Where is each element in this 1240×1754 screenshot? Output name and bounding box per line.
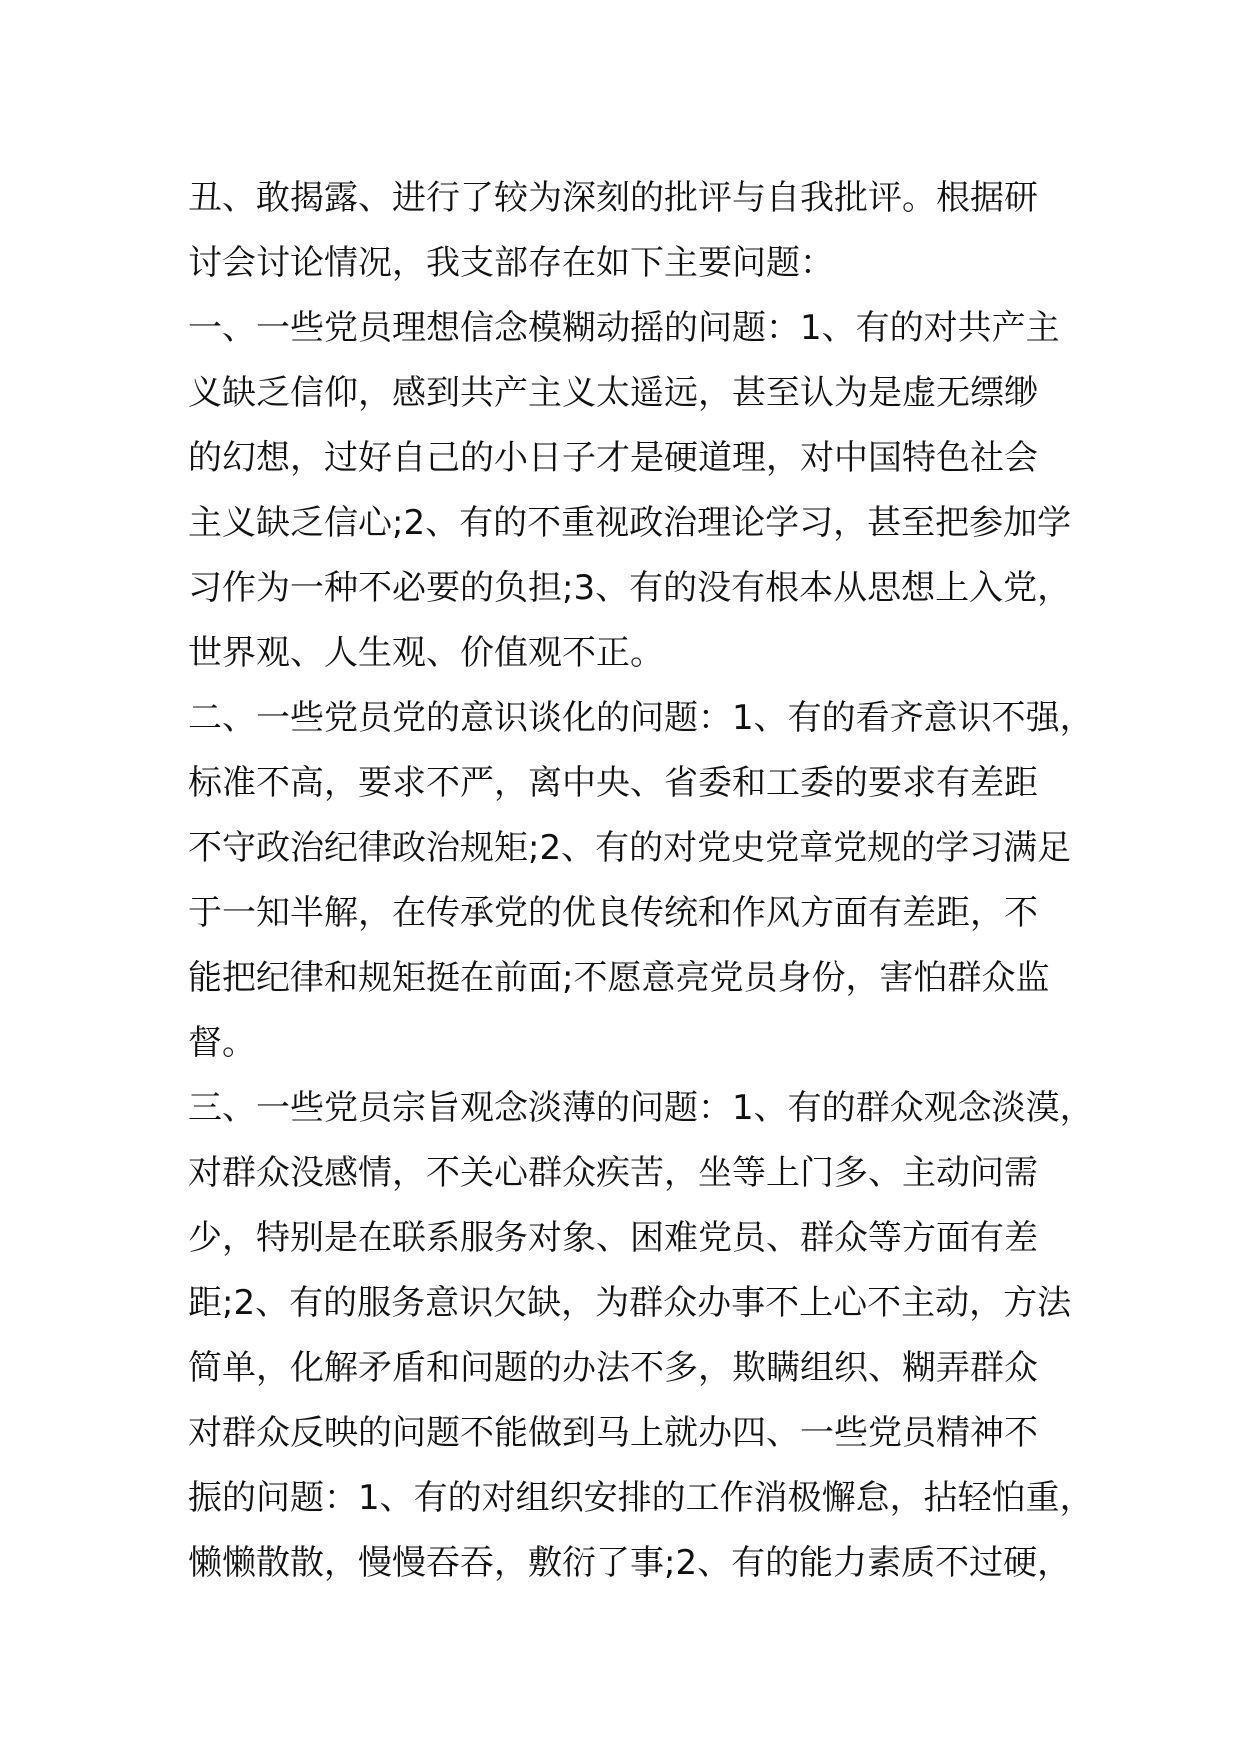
text-line: 世界观、人生观、价值观不正。 [188, 633, 664, 673]
text-line: 振的问题：1、有的对组织安排的工作消极懈怠，拈轻怕重， [188, 1478, 1094, 1518]
text-line: 主义缺乏信心;2、有的不重视政治理论学习，甚至把参加学 [188, 503, 1072, 543]
text-line: 讨会讨论情况，我支部存在如下主要问题： [188, 243, 834, 283]
text-line: 标准不高，要求不严，离中央、省委和工委的要求有差距 [188, 763, 1038, 803]
text-line: 不守政治纪律政治规矩;2、有的对党史党章党规的学习满足 [188, 828, 1072, 868]
text-line: 三、一些党员宗旨观念淡薄的问题：1、有的群众观念淡漠， [188, 1088, 1094, 1128]
text-line: 距;2、有的服务意识欠缺，为群众办事不上心不主动，方法 [188, 1283, 1072, 1323]
text-line: 二、一些党员党的意识谈化的问题：1、有的看齐意识不强， [188, 698, 1094, 738]
text-line: 义缺乏信仰，感到共产主义太遥远，甚至认为是虚无缥缈 [188, 373, 1038, 413]
text-line: 丑、敢揭露、进行了较为深刻的批评与自我批评。根据研 [188, 178, 1038, 218]
text-line: 的幻想，过好自己的小日子才是硬道理，对中国特色社会 [188, 438, 1038, 478]
text-line: 对群众反映的问题不能做到马上就办四、一些党员精神不 [188, 1413, 1038, 1453]
text-line: 一、一些党员理想信念模糊动摇的问题：1、有的对共产主 [188, 308, 1060, 348]
text-line: 习作为一种不必要的负担;3、有的没有根本从思想上入党， [188, 568, 1072, 608]
text-line: 于一知半解，在传承党的优良传统和作风方面有差距，不 [188, 893, 1038, 933]
document-body [188, 166, 1094, 1596]
text-line: 懒懒散散，慢慢吞吞，敷衍了事;2、有的能力素质不过硬， [188, 1543, 1072, 1583]
text-line: 对群众没感情，不关心群众疾苦，坐等上门多、主动问需 [188, 1153, 1038, 1193]
text-line: 能把纪律和规矩挺在前面;不愿意亮党员身份，害怕群众监 [188, 958, 1050, 998]
text-line: 少，特别是在联系服务对象、困难党员、群众等方面有差 [188, 1218, 1038, 1258]
text-line: 简单，化解矛盾和问题的办法不多，欺瞒组织、糊弄群众 [188, 1348, 1038, 1388]
text-line: 督。 [188, 1023, 256, 1063]
